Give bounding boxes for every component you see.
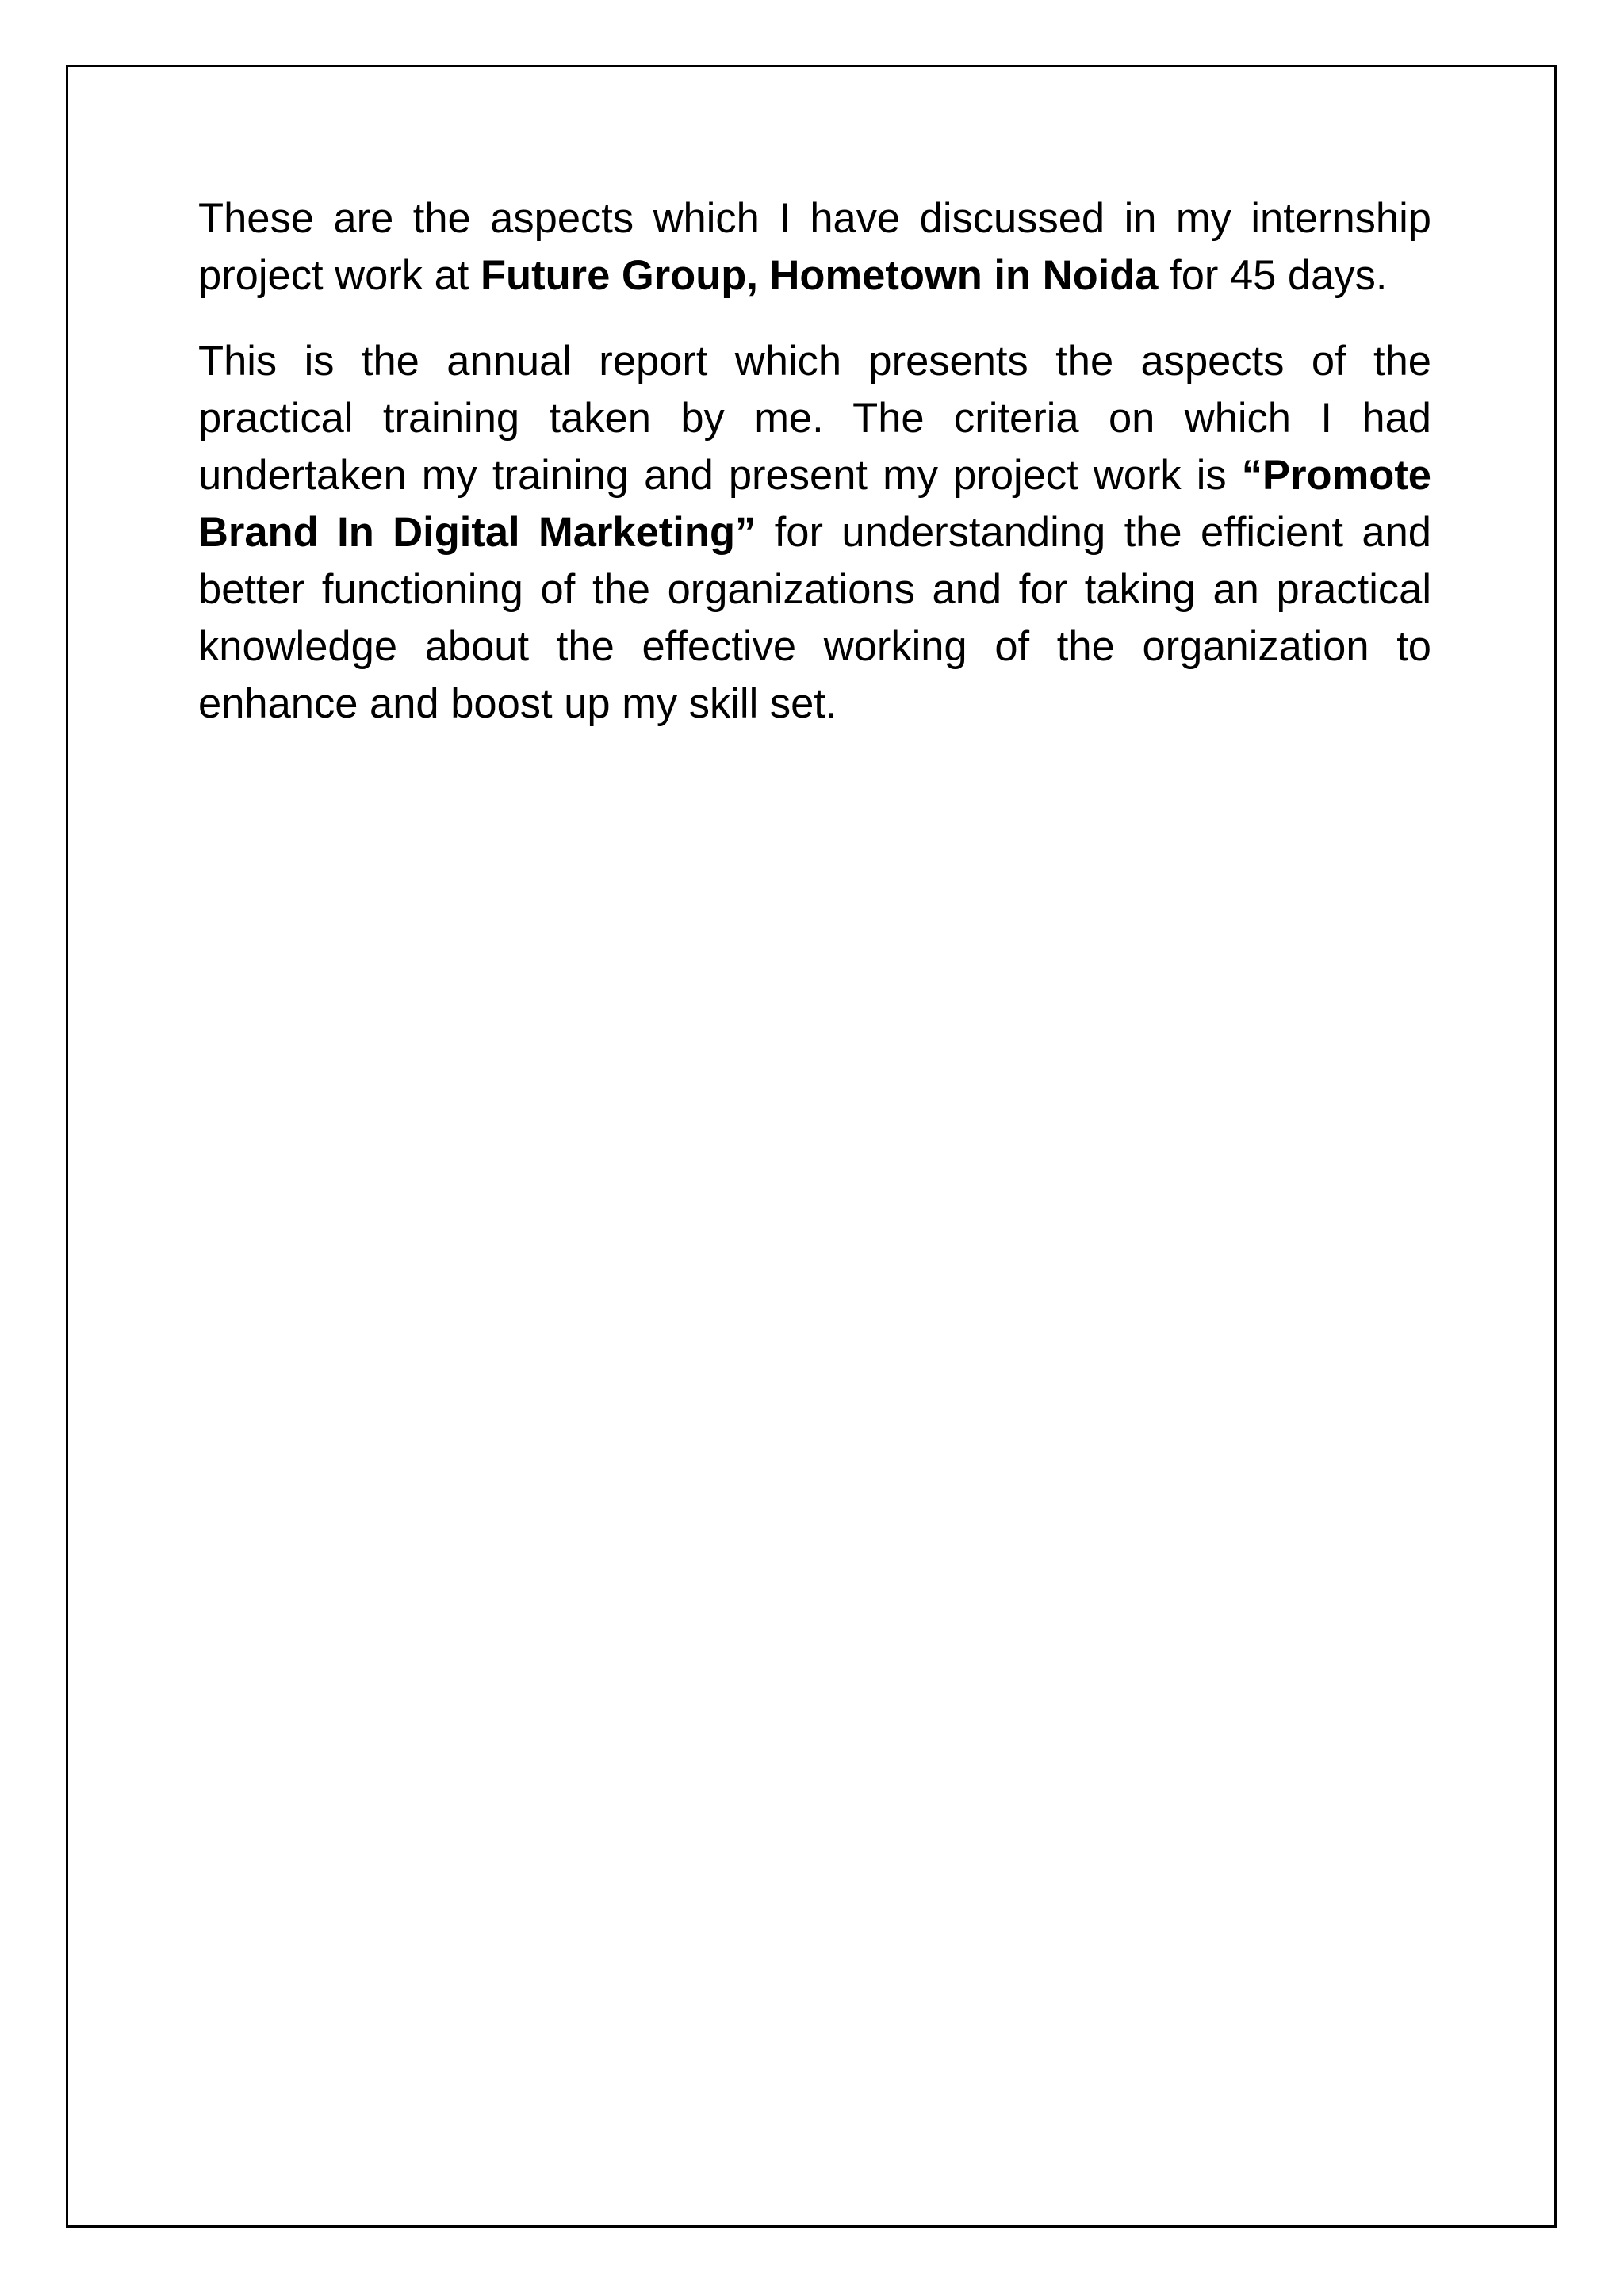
- paragraph-2-intro: This is the annual report which presents the aspects of the practical training taken by me. The criteria on which I had undertaken my training and present my project work is: [198, 338, 1431, 499]
- paragraph-1-outro: for 45 days.: [1158, 252, 1388, 299]
- paragraph-2-outro: for understanding the efficient and better functioning of the organizations and for taking an practical knowledge about the effective working of the organization to enhance and boost up my skill set.: [198, 509, 1431, 727]
- paragraph-1-intro: These are the aspects which I have discussed in my internship project work at: [198, 195, 1431, 299]
- project-title: “Promote Brand In Digital Marketing”: [198, 452, 1431, 556]
- paragraph-internship-summary: [198, 190, 1431, 304]
- body-text: [198, 190, 1431, 733]
- company-name: Future Group, Hometown in Noida: [480, 252, 1159, 299]
- paragraph-report-description: [198, 333, 1431, 733]
